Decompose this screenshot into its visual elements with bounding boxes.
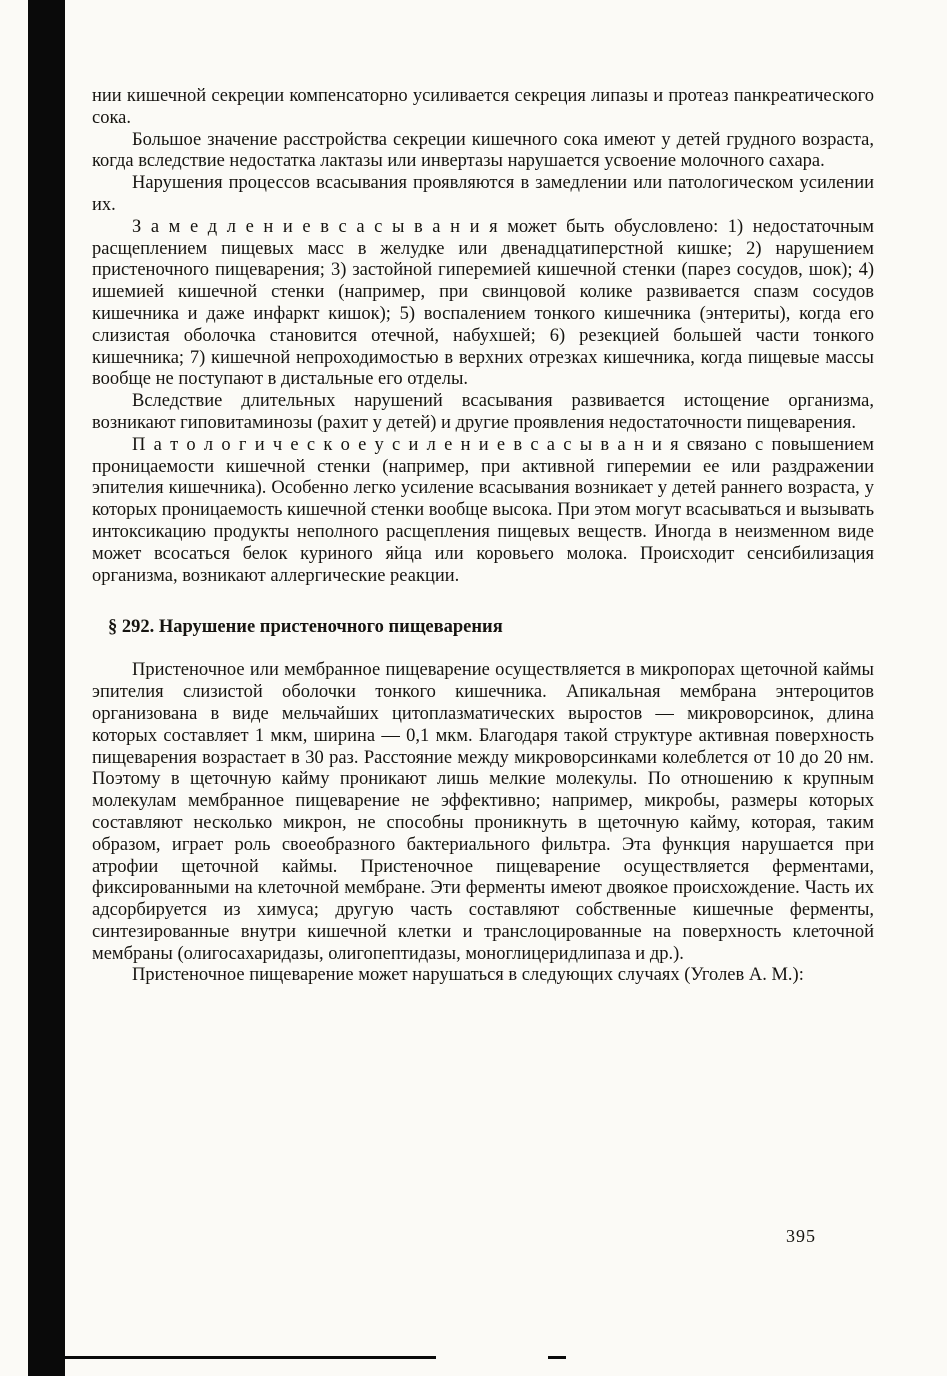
page-number: 395 <box>786 1226 816 1246</box>
paragraph: З а м е д л е н и е в с а с ы в а н и я может быть обусловлено: 1) недостаточным расщеплением пищевых масс в желудке или двенадцатиперстной кишке; 2) нарушением пристеночного пищеварения; 3) застойной гиперемией кишечной стенки (парез сосудов, шок); 4) ишемией кишечной стенки (например, при свинцовой колике развивается спазм сосудов кишечника и даже инфаркт кишок); 5) воспалением тонкого кишечника (энтериты), когда его слизистая оболочка становится отечной, набухшей; 6) резекцией большей части тонкого кишечника; 7) кишечной непроходимостью в верхних отрезках кишечника, когда пищевые массы вообще не поступают в дистальные его отделы. <box>92 216 874 390</box>
scan-artifact-line <box>64 1356 436 1359</box>
paragraph: Нарушения процессов всасывания проявляются в замедлении или патологическом усилении их. <box>92 173 874 215</box>
paragraph-continuation: нии кишечной секреции компенсаторно усиливается секреция липазы и протеаз панкреатического сока. <box>92 86 874 128</box>
book-gutter-bar <box>28 0 65 1376</box>
scan-artifact-dash <box>548 1356 566 1359</box>
paragraph: Большое значение расстройства секреции кишечного сока имеют у детей грудного возраста, когда вследствие недостатка лактазы или инвертазы нарушается усвоение молочного сахара. <box>92 129 874 172</box>
paragraph: Вследствие длительных нарушений всасывания развивается истощение организма, возникают гиповитаминозы (рахит у детей) и другие проявления недостаточности пищеварения. <box>92 391 874 433</box>
section-heading: § 292. Нарушение пристеночного пищеварения <box>108 617 503 638</box>
paragraph: П а т о л о г и ч е с к о е у с и л е н и е в с а с ы в а н и я связано с повышением проницаемости кишечной стенки (например, при активной гиперемии ее или раздражении эпителия кишечника). Особенно легко усиление всасывания возникает у детей раннего возраста, у которых проницаемость кишечной стенки вообще высока. При этом могут всасываться и вызывать интоксикацию продукты неполного расщепления пищевых веществ. Иногда в неизменном виде может всосаться белок куриного яйца или коровьего молока. Происходит сенсибилизация организма, возникают аллергические реакции. <box>92 434 875 586</box>
paragraph: Пристеночное пищеварение может нарушаться в следующих случаях (Уголев А. М.): <box>132 965 804 986</box>
page-text <box>92 86 874 987</box>
paragraph: Пристеночное или мембранное пищеварение осуществляется в микропорах щеточной каймы эпителия слизистой оболочки тонкого кишечника. Апикальная мембрана энтероцитов организована в виде мельчайших цитоплазматических выростов — микроворсинок, длина которых составляет 1 мкм, ширина — 0,1 мкм. Благодаря такой структуре активная поверхность пищеварения возрастает в 30 раз. Расстояние между микроворсинками колеблется от 10 до 20 нм. Поэтому в щеточную кайму проникают лишь мелкие молекулы. По отношению к крупным молекулам мембранное пищеварение не эффективно; например, микробы, размеры которых составляют несколько микрон, не способны проникнуть в щеточную кайму, которая, таким образом, играет роль своеобразного бактериального фильтра. Эта функция нарушается при атрофии щеточной каймы. Пристеночное пищеварение осуществляется ферментами, фиксированными на клеточной мембране. Эти ферменты имеют двоякое происхождение. Часть их адсорбируется из химуса; другую часть составляют собственные кишечные ферменты, синтезированные внутри кишечной клетки и транслоцированные на поверхность клеточной мембраны (олигосахаридазы, олигопептидазы, моноглицеридлипаза и др.). <box>92 660 874 964</box>
